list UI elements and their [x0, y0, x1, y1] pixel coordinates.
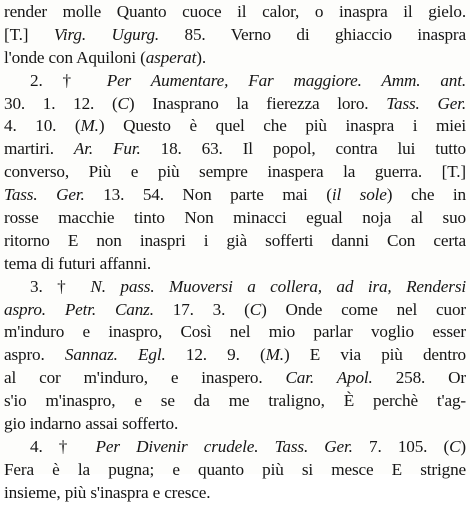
italic-text-segment: asperat	[145, 47, 197, 67]
text-line	[4, 390, 466, 413]
text-segment: martiri.	[4, 139, 74, 159]
text-segment: l'onde con Aquiloni (	[4, 47, 146, 67]
text-line	[4, 1, 466, 24]
italic-text-segment: Ar. Fur.	[73, 139, 141, 159]
text-line	[4, 459, 466, 482]
text-segment: )	[460, 436, 466, 456]
italic-text-segment: Tass. Ger.	[386, 93, 466, 113]
italic-text-segment: Tass. Ger.	[4, 185, 85, 205]
text-line	[4, 47, 466, 70]
text-segment: ) Onde come nel cuor	[261, 299, 466, 319]
text-segment: 12. 9. (	[165, 345, 266, 365]
text-segment: ).	[196, 47, 206, 67]
text-line	[4, 436, 466, 459]
text-line	[4, 161, 466, 184]
text-segment: converso, Più e più sempre inaspera la guerra. [T.]	[4, 162, 466, 182]
text-line	[4, 24, 466, 47]
text-line	[4, 184, 466, 207]
italic-text-segment: Sannaz. Egl.	[64, 345, 166, 365]
text-segment: render molle Quanto cuoce il calor, o inaspra il gielo.	[4, 2, 466, 21]
text-segment: 17. 3. (	[153, 299, 250, 319]
text-line	[4, 207, 466, 230]
text-line	[4, 253, 466, 276]
text-segment: ) Questo è quel che più inaspra i miei	[98, 116, 466, 136]
text-line	[4, 138, 466, 161]
italic-text-segment: C	[449, 436, 461, 456]
text-segment: 2. †	[30, 70, 107, 90]
text-line	[4, 276, 466, 299]
text-segment: 3. †	[30, 276, 91, 296]
italic-text-segment: C	[117, 93, 129, 113]
text-line	[4, 115, 466, 138]
text-line	[4, 344, 466, 367]
italic-text-segment: Virg. Ugurg.	[53, 24, 160, 44]
italic-text-segment: Per Divenir crudele. Tass. Ger.	[95, 436, 353, 456]
text-segment: ) Inasprano la fierezza loro.	[128, 93, 387, 113]
text-segment: tema di futuri affanni.	[4, 253, 152, 273]
text-segment: 4. †	[30, 436, 96, 456]
text-segment: 13. 54. Non parte mai (	[84, 185, 332, 205]
text-segment: gio indarno assai sofferto.	[4, 414, 179, 434]
text-segment: 85. Verno di ghiaccio inaspra	[159, 24, 466, 44]
text-segment: 258. Or	[372, 368, 467, 388]
text-segment: aspro.	[4, 345, 65, 365]
text-line	[4, 321, 466, 344]
italic-text-segment: M.	[265, 345, 284, 365]
text-line	[4, 367, 466, 390]
text-line	[4, 413, 466, 436]
text-segment: 4. 10. (	[4, 116, 81, 136]
italic-text-segment: il sole	[331, 185, 387, 205]
text-segment: al cor m'induro, e inaspero.	[4, 368, 286, 388]
text-line	[4, 93, 466, 116]
italic-text-segment: C	[249, 299, 262, 319]
text-segment: 7. 105. (	[352, 436, 450, 456]
text-line	[4, 299, 466, 322]
text-segment: s'io m'inaspro, e se da me traligno, È perchè t'ag-	[4, 391, 466, 411]
text-segment: insieme, più s'inaspra e cresce.	[4, 482, 211, 502]
italic-text-segment: M.	[80, 116, 99, 136]
italic-text-segment: aspro. Petr. Canz.	[4, 299, 154, 319]
text-segment: rosse macchie tinto Non minacci egual noja al suo	[4, 208, 466, 228]
text-segment: ) E via più dentro	[283, 345, 466, 365]
text-segment: m'induro e inaspro, Così nel mio parlar voglio esser	[4, 322, 466, 342]
text-line	[4, 70, 466, 93]
text-segment: 30. 1. 12. (	[4, 93, 118, 113]
italic-text-segment: N. pass. Muoversi a collera, ad ira, Rendersi	[90, 276, 466, 296]
italic-text-segment: Per Aumentare, Far maggiore. Amm. ant.	[106, 70, 466, 90]
italic-text-segment: Car. Apol.	[285, 368, 373, 388]
text-segment: 18. 63. Il popol, contra lui tutto	[140, 139, 466, 159]
text-segment: Fera è la pugna; e quanto più si mesce E strigne	[4, 459, 466, 479]
text-segment: ) che in	[386, 185, 466, 205]
text-segment: ritorno E non inaspri i già sofferti danni Con certa	[4, 230, 466, 250]
dictionary-entry-column	[4, 1, 466, 505]
text-line	[4, 230, 466, 253]
text-segment: [T.]	[4, 24, 54, 44]
text-line	[4, 482, 466, 505]
